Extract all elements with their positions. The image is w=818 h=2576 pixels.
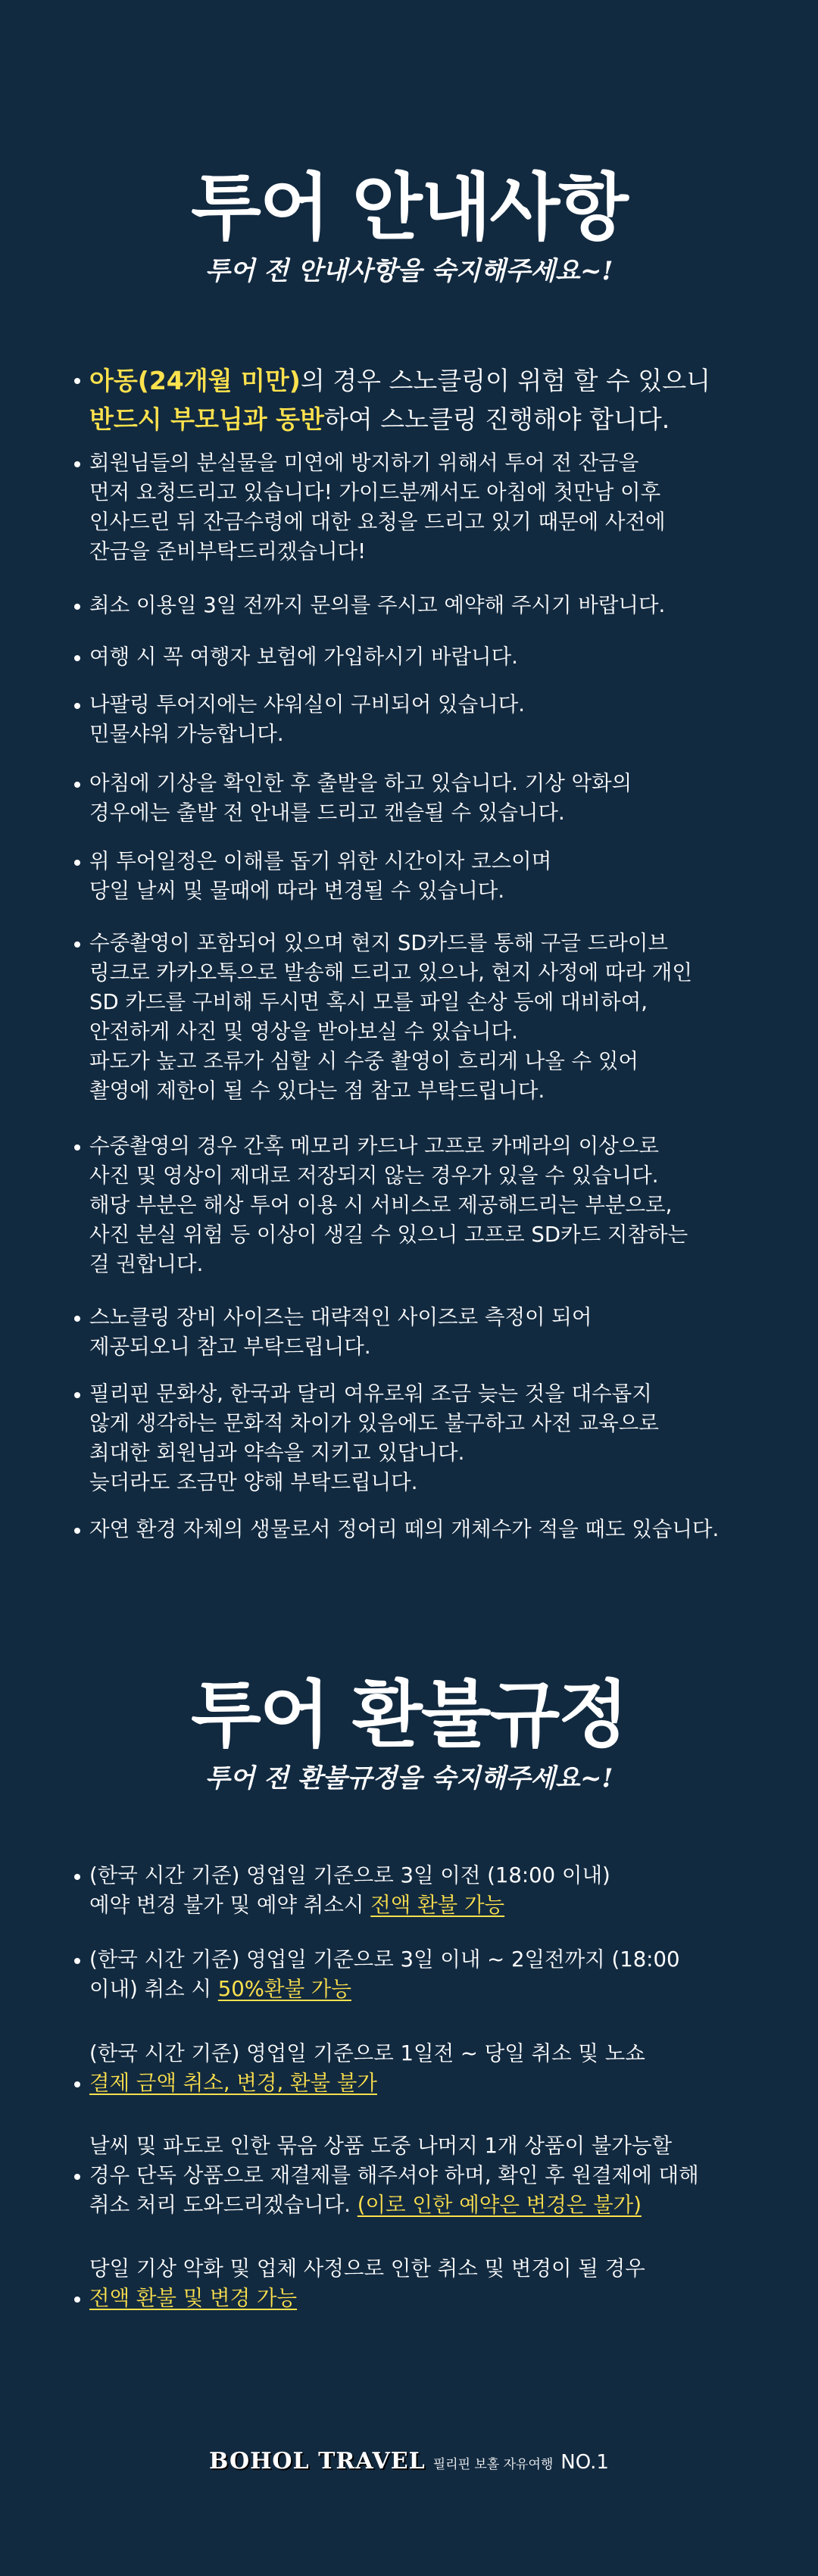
guide-item-line: 경우에는 출발 전 안내를 드리고 캔슬될 수 있습니다. — [89, 801, 565, 825]
guide-item-line: 사진 및 영상이 제대로 저장되지 않는 경우가 있을 수 있습니다. — [89, 1163, 659, 1188]
guide-item-line: 자연 환경 자체의 생물로서 정어리 떼의 개체수가 적을 때도 있습니다. — [89, 1517, 720, 1541]
highlight-parents: 반드시 부모님과 동반 — [89, 404, 324, 434]
bullet-icon — [74, 1392, 80, 1398]
guide-item-line: 아침에 기상을 확인한 후 출발을 하고 있습니다. 기상 악화의 — [89, 771, 632, 795]
guide-item-sardines — [89, 1515, 718, 1544]
bullet-icon — [74, 2081, 80, 2087]
refund-highlight-half: 50%환불 가능 — [217, 1977, 351, 2001]
brand-logo: BOHOL TRAVEL — [209, 2448, 426, 2475]
refund-item-line: (한국 시간 기준) 영업일 기준으로 3일 이내 ~ 2일전까지 (18:00 — [89, 1947, 680, 1972]
bullet-icon — [74, 860, 80, 866]
refund-title: 투어 환불규정 — [191, 1672, 627, 1757]
bullet-icon — [74, 1144, 80, 1151]
guide-item-line: 최소 이용일 3일 전까지 문의를 주시고 예약해 주시기 바랍니다. — [89, 593, 666, 617]
bullet-icon — [74, 2174, 80, 2180]
refund-item-sameday — [89, 2039, 718, 2098]
guide-item-weather — [89, 769, 718, 828]
refund-highlight-no-refund: 결제 금액 취소, 변경, 환불 불가 — [89, 2071, 377, 2095]
guide-item-line: 링크로 카카오톡으로 발송해 드리고 있으나, 현지 사정에 따라 개인 — [89, 960, 692, 985]
guide-item-line: 해당 부분은 해상 투어 이용 시 서비스로 제공해드리는 부분으로, — [89, 1193, 673, 1217]
refund-item-line: 경우 단독 상품으로 재결제를 해주셔야 하며, 확인 후 원결제에 대해 — [89, 2163, 699, 2187]
guide-item-line: 제공되오니 참고 부탁드립니다. — [89, 1335, 371, 1359]
guide-item-reservation — [89, 591, 718, 620]
guide-item-schedule — [89, 847, 718, 906]
guide-item-line: 필리핀 문화상, 한국과 달리 여유로워 조금 늦는 것을 대수롭지 — [89, 1382, 652, 1406]
guide-item-memory-card — [89, 1132, 718, 1279]
guide-item-line: 수중촬영의 경우 간혹 메모리 카드나 고프로 카메라의 이상으로 — [89, 1134, 659, 1158]
guide-item-line: 위 투어일정은 이해를 돕기 위한 시간이자 코스이며 — [89, 849, 552, 873]
bullet-icon — [74, 1958, 80, 1964]
bullet-icon — [74, 1528, 80, 1534]
bullet-icon — [74, 2297, 80, 2303]
guide-item-line: 인사드린 뒤 잔금수령에 대한 요청을 드리고 있기 때문에 사전에 — [89, 510, 666, 534]
guide-item-children — [89, 361, 718, 439]
guide-title: 투어 안내사항 — [191, 165, 627, 250]
guide-item-line: 촬영에 제한이 될 수 있다는 점 참고 부탁드립니다. — [89, 1079, 545, 1103]
guide-item-text: 하여 스노클링 진행해야 합니다. — [323, 404, 670, 434]
refund-highlight-no-change: (이로 인한 예약은 변경은 불가) — [357, 2193, 642, 2217]
guide-item-line: 최대한 회원님과 약속을 지키고 있답니다. — [89, 1441, 465, 1465]
refund-item-line: 날씨 및 파도로 인한 묶음 상품 도중 나머지 1개 상품이 불가능할 — [89, 2134, 673, 2158]
bullet-icon — [74, 461, 80, 467]
guide-item-line: 당일 날씨 및 물때에 따라 변경될 수 있습니다. — [89, 879, 505, 903]
guide-item-line: 늦더라도 조금만 양해 부탁드립니다. — [89, 1470, 418, 1494]
refund-item-2days — [89, 1945, 718, 2004]
guide-item-line: 않게 생각하는 문화적 차이가 있음에도 불구하고 사전 교육으로 — [89, 1411, 659, 1435]
bullet-icon — [74, 378, 80, 384]
guide-item-text: 의 경우 스노클링이 위험 할 수 있으니 — [300, 366, 710, 395]
guide-item-balance — [89, 448, 718, 567]
guide-item-line: 먼저 요청드리고 있습니다! 가이드분께서도 아침에 첫만남 이후 — [89, 480, 661, 504]
brand-rank: NO.1 — [560, 2451, 609, 2474]
footer — [0, 2448, 818, 2475]
guide-item-line: 민물샤워 가능합니다. — [89, 722, 284, 746]
guide-item-line: SD 카드를 구비해 두시면 혹시 모를 파일 손상 등에 대비하여, — [89, 990, 648, 1014]
guide-item-line: 여행 시 꼭 여행자 보험에 가입하시기 바랍니다. — [89, 645, 518, 669]
refund-item-text: 이내) 취소 시 — [89, 1977, 218, 2001]
guide-item-underwater-photo — [89, 929, 718, 1106]
guide-item-equipment-size — [89, 1303, 718, 1362]
refund-item-3days — [89, 1861, 718, 1920]
refund-item-text: 예약 변경 불가 및 예약 취소시 — [89, 1893, 371, 1917]
guide-item-line: 잔금을 준비부탁드리겠습니다! — [89, 539, 367, 564]
guide-item-insurance — [89, 642, 718, 672]
guide-item-line: 회원님들의 분실물을 미연에 방지하기 위해서 투어 전 잔금을 — [89, 451, 639, 475]
refund-item-text: 취소 처리 도와드리겠습니다. — [89, 2193, 357, 2217]
bullet-icon — [74, 703, 80, 709]
guide-item-line: 사진 분실 위험 등 이상이 생길 수 있으니 고프로 SD카드 지참하는 — [89, 1222, 688, 1247]
bullet-icon — [74, 941, 80, 948]
refund-item-weather-bundle — [89, 2131, 718, 2220]
brand-tagline: 필리핀 보홀 자유여행 — [432, 2457, 554, 2472]
refund-item-line: (한국 시간 기준) 영업일 기준으로 3일 이전 (18:00 이내) — [89, 1863, 610, 1888]
refund-item-company — [89, 2254, 718, 2313]
guide-item-line: 안전하게 사진 및 영상을 받아보실 수 있습니다. — [89, 1019, 518, 1044]
refund-highlight-full-change: 전액 환불 및 변경 가능 — [89, 2286, 298, 2310]
refund-subtitle: 투어 전 환불규정을 숙지해주세요~! — [204, 1763, 614, 1794]
bullet-icon — [74, 782, 80, 788]
guide-item-line: 파도가 높고 조류가 심할 시 수중 촬영이 흐리게 나올 수 있어 — [89, 1049, 638, 1073]
bullet-icon — [74, 655, 80, 661]
bullet-icon — [74, 1874, 80, 1880]
guide-item-shower — [89, 690, 718, 749]
guide-item-line: 나팔링 투어지에는 샤워실이 구비되어 있습니다. — [89, 692, 526, 717]
refund-highlight-full: 전액 환불 가능 — [370, 1893, 505, 1917]
guide-item-line: 스노클링 장비 사이즈는 대략적인 사이즈로 측정이 되어 — [89, 1305, 592, 1329]
bullet-icon — [74, 604, 80, 610]
bullet-icon — [74, 1316, 80, 1322]
refund-item-line: (한국 시간 기준) 영업일 기준으로 1일전 ~ 당일 취소 및 노쇼 — [89, 2041, 645, 2065]
guide-item-culture — [89, 1379, 718, 1497]
refund-item-line: 당일 기상 악화 및 업체 사정으로 인한 취소 및 변경이 될 경우 — [89, 2256, 645, 2281]
guide-item-line: 걸 권합니다. — [89, 1252, 204, 1276]
highlight-children-age: 아동(24개월 미만) — [89, 366, 301, 395]
guide-subtitle: 투어 전 안내사항을 숙지해주세요~! — [204, 256, 614, 286]
guide-item-line: 수중촬영이 포함되어 있으며 현지 SD카드를 통해 구글 드라이브 — [89, 931, 668, 955]
